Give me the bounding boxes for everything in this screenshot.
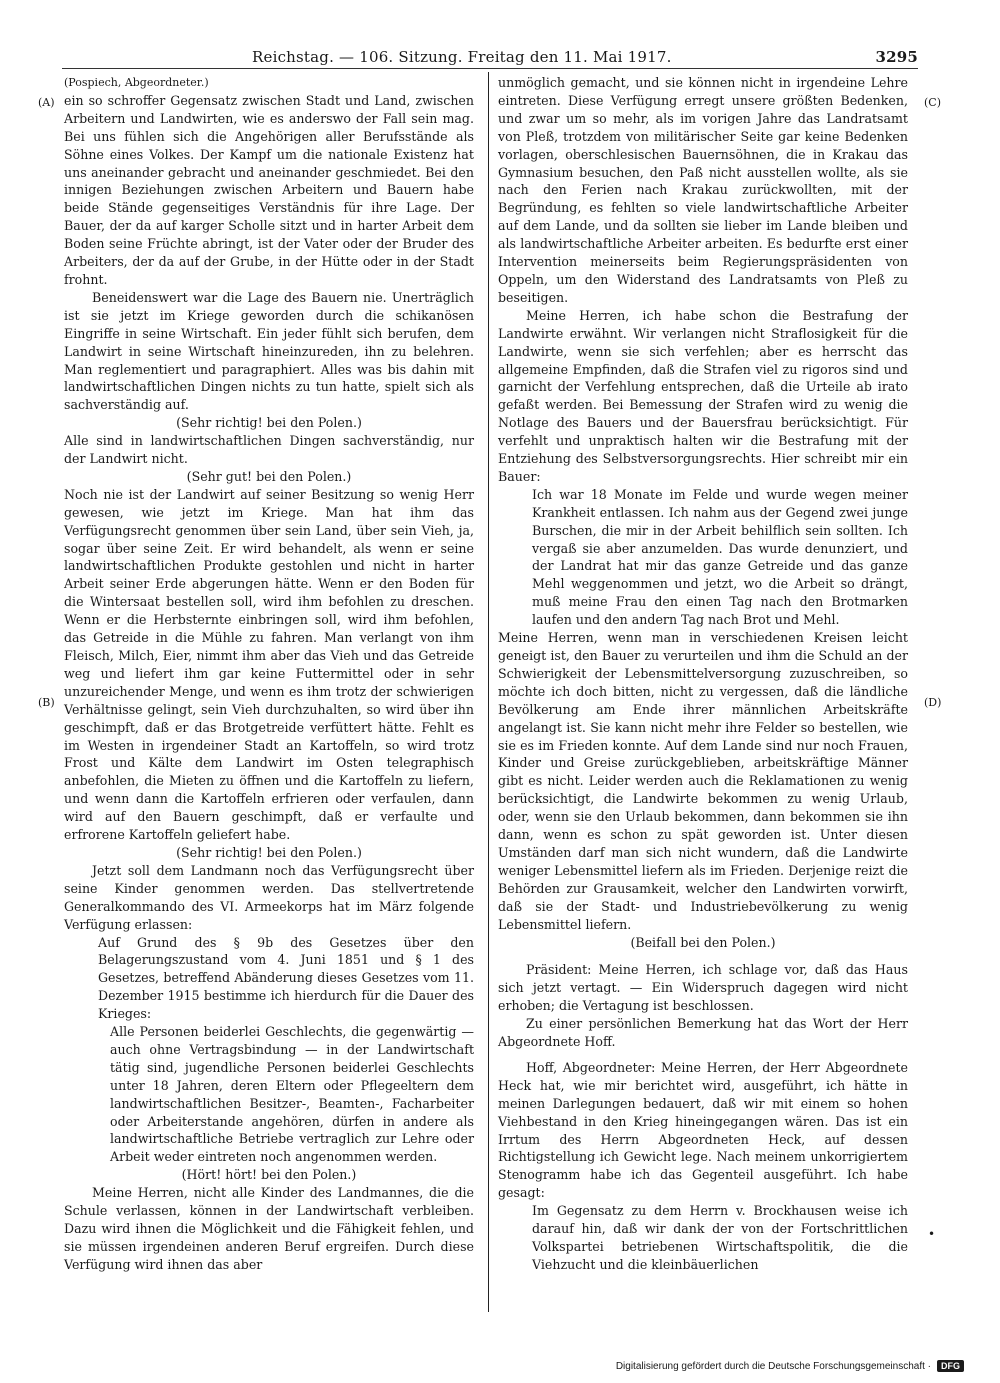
page-number: 3295 xyxy=(875,48,918,66)
paragraph: Meine Herren, ich habe schon die Bestrafung der Landwirte erwähnt. Wir verlangen nicht Straflosigkeit für die Landwirte, wenn sie sich verfehlen; aber es herrscht das allgemeine Empfinden, daß die Strafen viel zu rigoros sind und garnicht der Verfehlung entsprechen, daß die Urteile ab irato gefaßt werden. Bei Bemessung der Strafen wird zu wenig die Notlage des Bauers und der Bauersfrau berücksichtigt. Für verfehlt und unpraktisch halten wir die Bestrafung mit der Entziehung des Selbstversorgungsrechts. Hier schreibt mir ein Bauer: xyxy=(498,307,908,484)
paragraph: Meine Herren, nicht alle Kinder des Landmannes, die die Schule verlassen, können in der Landwirtschaft verbleiben. Dazu wird ihnen die Möglichkeit und die Fähigkeit fehlen, und sie müssen irgendeinen anderen Beruf ergreifen. Durch diese Verfügung wird ihnen das aber xyxy=(64,1185,474,1272)
paragraph: Zu einer persönlichen Bemerkung hat das Wort der Herr Abgeordnete Hoff. xyxy=(498,1016,908,1050)
speaker-line: (Pospiech, Abgeordneter.) xyxy=(64,76,209,89)
interjection: (Beifall bei den Polen.) xyxy=(630,934,776,950)
margin-mark-a: (A) xyxy=(38,96,55,109)
column-divider xyxy=(488,72,489,1312)
president-statement: Präsident: Meine Herren, ich schlage vor, daß das Haus sich jetzt vertagt. — Ein Widerspruch dagegen wird nicht erhoben; die Vertagung ist beschlossen. xyxy=(498,962,908,1014)
quoted-statement: Im Gegensatz zu dem Herrn v. Brockhausen weise ich darauf hin, daß wir dank der von der Fortschrittlichen Volkspartei betriebenen Wirtschaftspolitik, die die Viehzucht und die kleinbäuerlichen xyxy=(532,1203,908,1272)
margin-mark-b: (B) xyxy=(38,696,55,709)
paragraph: ein so schroffer Gegensatz zwischen Stadt und Land, zwischen Arbeitern und Landwirten, wie es anderswo der Fall sein mag. Bei uns fühlen sich die Angehörigen aller Berufsstände als Söhne eines Volkes. Der Kampf um die nationale Existenz hat uns aneinander gebracht und aneinander geschmiedet. Bei den innigen Beziehungen zwischen Arbeitern und Bauern habe beide Stände gegenseitiges Verständnis für ihre Lage. Der Bauer, der da auf karger Scholle sitzt und in harter Arbeit dem Boden seine Früchte abringt, ist der Vater oder der Bruder des Arbeiters, der da auf der Grube, in der Hütte oder in der Stadt frohnt. xyxy=(64,92,474,287)
footer-text: Digitalisierung gefördert durch die Deutsche Forschungsgemeinschaft · xyxy=(615,1360,931,1372)
margin-mark-d: (D) xyxy=(924,696,942,709)
dfg-logo: DFG xyxy=(937,1360,964,1372)
quoted-decree: Alle Personen beiderlei Geschlechts, die gegenwärtig — auch ohne Vertragsbindung — in der Landwirtschaft tätig sind, jugendliche Personen beiderlei Geschlechts unter 18 Jahren, deren Eltern oder Pflegeeltern dem landwirtschaftlichen Besitzer-, Beamten-, Facharbeiter oder Arbeiterstande angehören, dürfen in andere als landwirtschaftliche Betriebe vertraglich zur Lehre oder Arbeit weder eintreten noch angenommen werden. xyxy=(110,1024,474,1165)
right-column xyxy=(498,74,908,1274)
interjection: (Sehr richtig! bei den Polen.) xyxy=(176,844,362,860)
margin-dot-icon: • xyxy=(928,1227,936,1241)
page-header-title: Reichstag. — 106. Sitzung. Freitag den 11. Mai 1917. xyxy=(252,48,672,66)
paragraph: unmöglich gemacht, und sie können nicht in irgendeine Lehre eintreten. Diese Verfügung erregt unsere größten Bedenken, und zwar um so mehr, als im vorigen Jahre das Landratsamt von Pleß, trotzdem von militärischer Seite gar keine Bedenken vorlagen, oberschlesischen Bauernsöhnen, die in Krakau das Gymnasium besuchen, den Paß nicht ausstellen wollte, als sie nach den Ferien nach Krakau zurückwollten, mit der Begründung, es fehlten so viele landwirtschaftliche Arbeiter auf dem Lande, und da sollten sie lieber im Lande bleiben und als landwirtschaftliche Arbeiter arbeiten. Es bedurfte erst einer Intervention meinerseits beim Regierungspräsidenten von Oppeln, um den Widerstand des Landratsamts von Pleß zu beseitigen. xyxy=(498,75,908,305)
hoff-statement: Hoff, Abgeordneter: Meine Herren, der Herr Abgeordnete Heck hat, wie mir berichtet wird, ausgeführt, ich hätte in meinen Darlegungen bedauert, daß wir mit einem so hohen Viehbestand in den Krieg hineingegangen wären. Das ist ein Irrtum des Herrn Abgeordneten Heck, auf dessen Richtigstellung ich Gewicht lege. Nach meinem unkorrigiertem Stenogramm habe ich das Gegenteil ausgeführt. Ich habe gesagt: xyxy=(498,1059,908,1201)
interjection: (Hört! hört! bei den Polen.) xyxy=(181,1167,357,1183)
quoted-decree: Auf Grund des § 9b des Gesetzes über den Belagerungszustand vom 4. Juni 1851 und § 1 des Gesetzes, betreffend Abänderung dieses Gesetzes vom 11. Dezember 1915 bestimme ich hierdurch für die Dauer des Krieges: xyxy=(98,934,474,1022)
paragraph: Beneidenswert war die Lage des Bauern nie. Unerträglich ist sie jetzt im Kriege geworden durch die schikanösen Eingriffe in seine Wirtschaft. Ein jeder fühlt sich berufen, dem Landwirt in seine Wirtschaft hineinzureden, ihn zu belehren. Man reglementiert und paragraphiert. Alles was bis dahin mit landwirtschaftlichen Dingen nichts zu tun hatte, spielt sich als sachverständig auf. xyxy=(64,289,474,413)
margin-mark-c: (C) xyxy=(924,96,941,109)
paragraph: Jetzt soll dem Landmann noch das Verfügungsrecht über seine Kinder genommen werden. Das stellvertretende Generalkommando des VI. Armeekorps hat im März folgende Verfügung erlassen: xyxy=(64,862,474,932)
paragraph: Alle sind in landwirtschaftlichen Dingen sachverständig, nur der Landwirt nicht. xyxy=(64,433,474,467)
paragraph: Meine Herren, wenn man in verschiedenen Kreisen leicht geneigt ist, den Bauer zu verurteilen und ihm die Schuld an der Schwierigkeit der Lebensmittelversorgung zuzuschreiben, so möchte ich doch bitten, nicht zu vergessen, daß die ländliche Bevölkerung am Ende ihrer männlichen Arbeitskräfte angelangt ist. Sie kann nicht mehr ihre Felder so bestellen, wie sie es im Frieden konnte. Auf dem Lande sind nur noch Frauen, Kinder und Greise zurückgeblieben, arbeitskräftige Männer gibt es nicht. Leider werden auch die Reklamationen zu wenig berücksichtigt, die Landwirte bekommen zu wenig Urlaub, oder, wenn sie den Urlaub bekommen, dann bekommen sie ihn dann, wenn es schon zu spät geworden ist. Unter diesen Umständen darf man sich nicht wundern, daß die Landwirte weniger Lebensmittel liefern als im Frieden. Derjenige reizt die Behörden zur Grausamkeit, welcher den Landwirten vorwirft, daß sie der Stadt- und Industriebevölkerung zu wenig Lebensmittel liefern. xyxy=(498,630,908,932)
paragraph: Noch nie ist der Landwirt auf seiner Besitzung so wenig Herr gewesen, wie jetzt im Kriege. Man hat ihm das Verfügungsrecht genommen über sein Land, über sein Vieh, ja, sogar über seine Zeit. Er wird behandelt, als wenn er seine landwirtschaftlichen Produkte gestohlen und nicht in harter Arbeit seiner Erde abgerungen hätte. Wenn er den Boden für die Wintersaat bestellen soll, wird ihm befohlen zu dreschen. Wenn er die Herbsternte einbringen soll, wird ihm befohlen, das Getreide in die Mühle zu fahren. Man verlangt von ihm Fleisch, Milch, Eier, nimmt ihm aber das Vieh und das Getreide weg und liefert ihm gar keine Futtermittel oder in sehr unzureichender Menge, und wenn es ihm trotz der schwierigen Verhältnisse gelingt, sein Vieh durchzuhalten, so wird über ihn geschimpft, daß er das Brotgetreide verfüttert hätte. Fehlt es im Westen in irgendeiner Stadt an Kartoffeln, so wird trotz Frost und Kälte dem Landwirt im Osten telegraphisch anbefohlen, die Mieten zu öffnen und die Kartoffeln zu liefern, und wenn dann die Kartoffeln erfrieren oder verfaulen, dann wird auf den Bauern geschimpft, daß er verfaulte und erfrorene Kartoffeln geliefert habe. xyxy=(64,486,474,843)
header-rule xyxy=(62,68,918,69)
left-column xyxy=(64,74,474,1274)
quoted-letter: Ich war 18 Monate im Felde und wurde wegen meiner Krankheit entlassen. Ich nahm aus der Gegend zwei junge Burschen, die mir in der Arbeit behilflich sein sollten. Ich vergaß sie aber anzumelden. Das wurde denunziert, und der Landrat hat mir das ganze Getreide und das ganze Mehl weggenommen und jetzt, wo die Arbeit so drängt, muß meine Frau den einen Tag nach den Brotmarken laufen und den andern Tag nach Brot und Mehl. xyxy=(532,486,908,628)
footer xyxy=(616,1360,964,1372)
interjection: (Sehr richtig! bei den Polen.) xyxy=(176,415,362,431)
interjection: (Sehr gut! bei den Polen.) xyxy=(186,468,352,484)
